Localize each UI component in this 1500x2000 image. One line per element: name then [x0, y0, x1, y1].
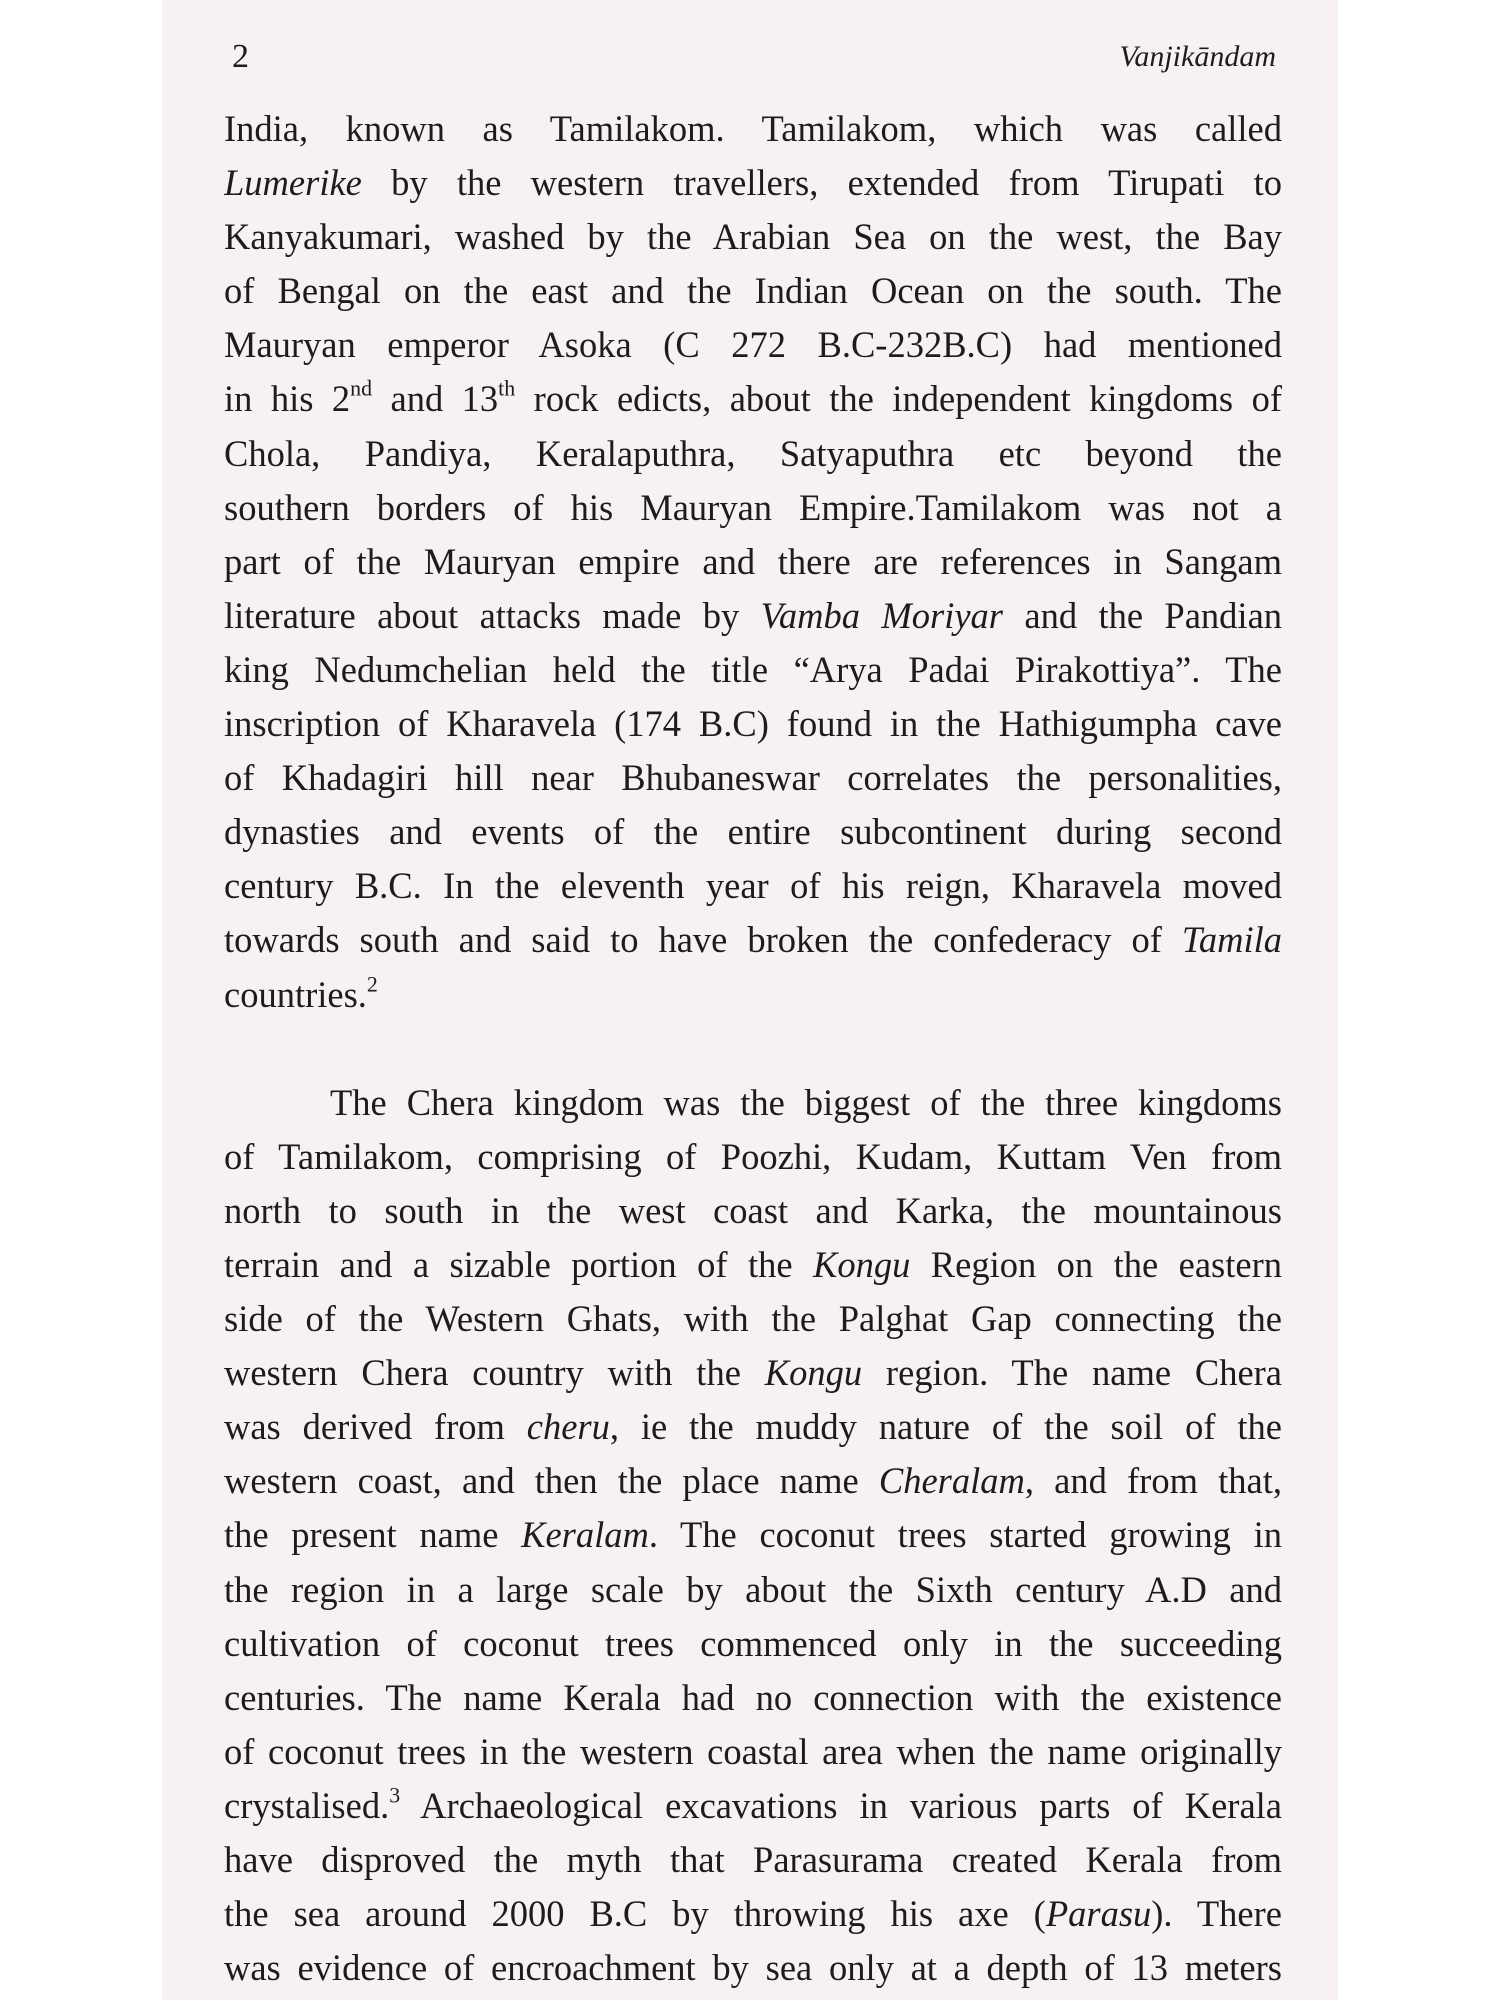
text-line: towards south and said to have broken the confederacy of Tamila: [224, 919, 1282, 961]
text-line: literature about attacks made by Vamba Moriyar and the Pandian: [224, 594, 1282, 636]
footnote-ref: 2: [366, 971, 378, 997]
footnote-ref: 3: [389, 1782, 401, 1808]
text-line: Kanyakumari, washed by the Arabian Sea on the west, the Bay: [224, 216, 1282, 258]
running-head: Vanjikāndam: [1119, 40, 1276, 73]
text-line: the region in a large scale by about the Sixth century A.D and: [224, 1568, 1282, 1610]
text-line: countries.$^2$: [224, 971, 378, 1015]
italic-term: Kongu: [764, 1352, 863, 1394]
text-line: cultivation of coconut trees commenced only in the succeeding: [224, 1622, 1282, 1664]
italic-term: Keralam: [521, 1514, 649, 1556]
page-body: [224, 102, 1282, 1995]
text-line: in his 2nd and 13th rock edicts, about the independent kingdoms of: [224, 376, 1282, 420]
text-line: was evidence of encroachment by sea only at a depth of 13 meters: [224, 1947, 1282, 1989]
paragraph-1: [224, 102, 1282, 1022]
text-line: of Bengal on the east and the Indian Ocean on the south. The: [224, 270, 1282, 312]
italic-term: Kongu: [813, 1243, 911, 1285]
text-line: western Chera country with the Kongu region. The name Chera: [224, 1352, 1282, 1394]
italic-term: Lumerike: [224, 162, 362, 204]
superscript: nd: [350, 376, 373, 402]
italic-term: Tamila: [1181, 919, 1282, 961]
text-line: western coast, and then the place name Cheralam, and from that,: [224, 1460, 1282, 1502]
text-line: side of the Western Ghats, with the Palghat Gap connecting the: [224, 1298, 1282, 1340]
superscript: th: [498, 376, 516, 402]
italic-term: cheru: [526, 1406, 610, 1448]
text-line: of coconut trees in the western coastal area when the name originally: [224, 1730, 1282, 1772]
text-line: southern borders of his Mauryan Empire.Tamilakom was not a: [224, 486, 1282, 528]
page-header: [224, 38, 1276, 78]
book-page: [162, 0, 1338, 2000]
text-line: king Nedumchelian held the title “Arya Padai Pirakottiya”. The: [224, 648, 1282, 690]
italic-term: Vamba Moriyar: [760, 594, 1003, 636]
text-line: crystalised.$^3$ Archaeological excavations in various parts of Kerala: [224, 1782, 1282, 1826]
text-line: India, known as Tamilakom. Tamilakom, which was called: [224, 108, 1282, 149]
text-line: the present name Keralam. The coconut trees started growing in: [224, 1514, 1282, 1556]
text-line: Chola, Pandiya, Keralaputhra, Satyaputhra etc beyond the: [224, 432, 1282, 474]
italic-term: Cheralam: [878, 1460, 1025, 1502]
text-line: of Tamilakom, comprising of Poozhi, Kudam, Kuttam Ven from: [224, 1135, 1282, 1177]
text-line: terrain and a sizable portion of the Kongu Region on the eastern: [224, 1243, 1282, 1285]
text-line: centuries. The name Kerala had no connection with the existence: [224, 1676, 1282, 1718]
italic-term: Parasu: [1045, 1893, 1152, 1935]
text-line: Lumerike by the western travellers, extended from Tirupati to: [224, 162, 1282, 204]
text-line: north to south in the west coast and Karka, the mountainous: [224, 1189, 1282, 1231]
text-line: century B.C. In the eleventh year of his reign, Kharavela moved: [224, 865, 1282, 907]
text-line: Mauryan emperor Asoka (C 272 B.C-232B.C) had mentioned: [224, 324, 1282, 366]
paragraph-2: [224, 1076, 1282, 1996]
text-line: dynasties and events of the entire subcontinent during second: [224, 811, 1282, 853]
page-number: 2: [232, 38, 249, 75]
text-line: of Khadagiri hill near Bhubaneswar correlates the personalities,: [224, 757, 1282, 799]
text-line: part of the Mauryan empire and there are references in Sangam: [224, 540, 1282, 582]
text-line: have disproved the myth that Parasurama created Kerala from: [224, 1839, 1282, 1880]
paragraph-gap: [224, 1022, 1282, 1076]
text-line: The Chera kingdom was the biggest of the three kingdoms: [330, 1081, 1282, 1123]
text-line: inscription of Kharavela (174 B.C) found in the Hathigumpha cave: [224, 703, 1282, 745]
text-line: the sea around 2000 B.C by throwing his axe (Parasu). There: [224, 1893, 1282, 1935]
text-line: was derived from cheru, ie the muddy nature of the soil of the: [224, 1406, 1282, 1448]
